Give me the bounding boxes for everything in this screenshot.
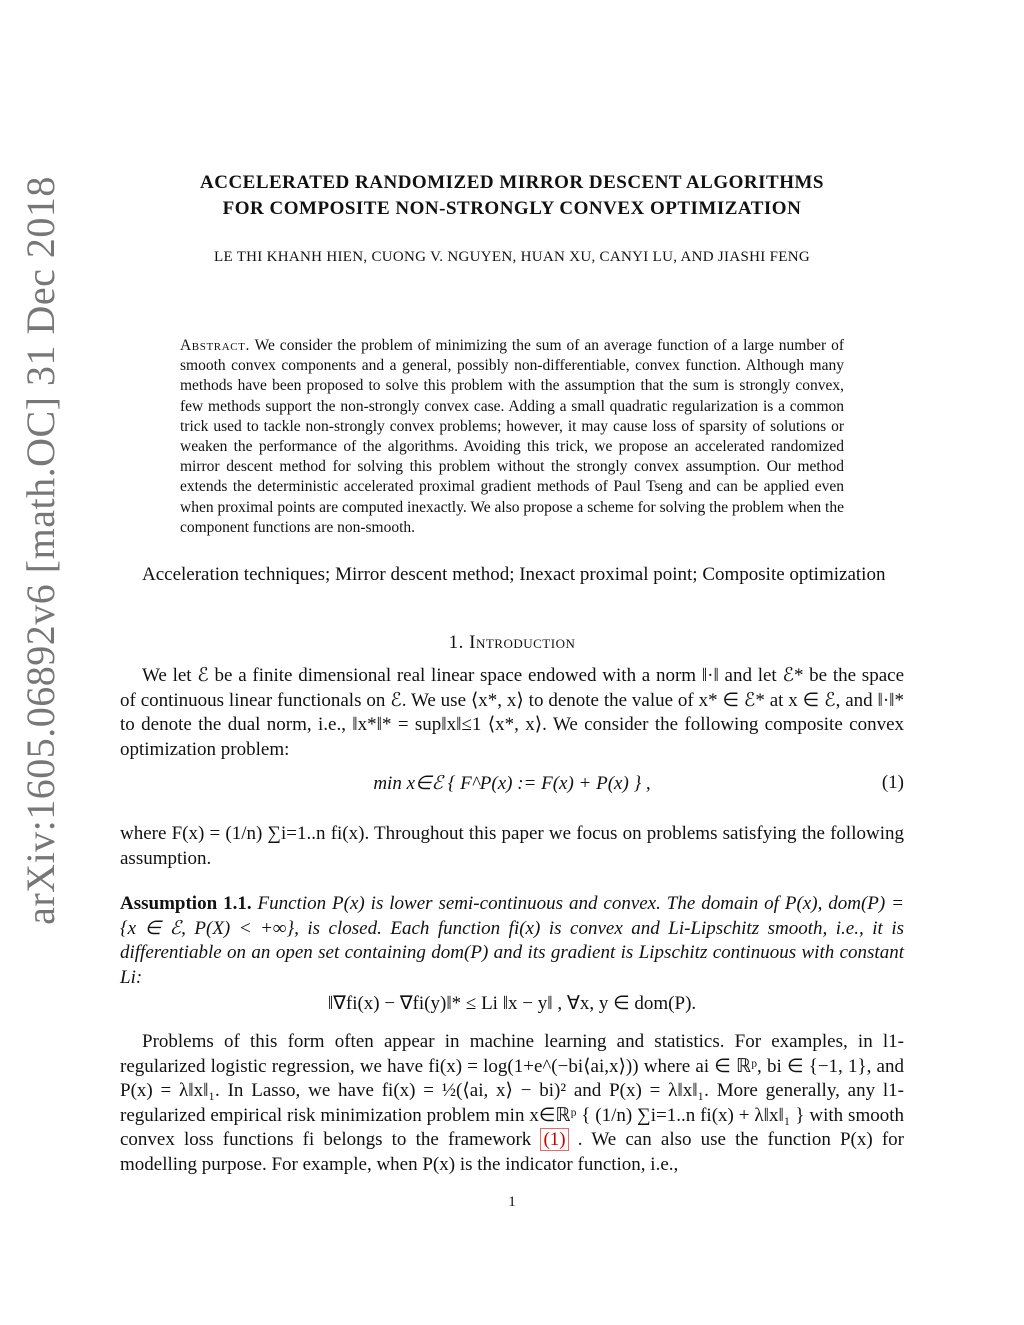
- title-line-2: FOR COMPOSITE NON-STRONGLY CONVEX OPTIMIZATION: [222, 198, 802, 219]
- author-list: LE THI KHANH HIEN, CUONG V. NGUYEN, HUAN XU, CANYI LU, AND JIASHI FENG: [214, 249, 810, 265]
- lipschitz-inequality: ‖∇fi(x) − ∇fi(y)‖* ≤ Li ‖x − y‖ , ∀x, y ∈ dom(P).: [327, 993, 697, 1014]
- section-heading: [120, 632, 904, 654]
- assumption-label: Assumption 1.1.: [120, 893, 252, 914]
- section-number: 1.: [448, 632, 464, 653]
- intro-paragraph-2: where F(x) = (1/n) ∑i=1..n fi(x). Throughout this paper we focus on problems satisfying the following assumption.: [120, 823, 904, 869]
- assumption-text: Function P(x) is lower semi-continuous and convex. The domain of P(x), dom(P) = {x ∈ ℰ, P(X) < +∞}, is closed. Each function fi(x) is convex and Li-Lipschitz smooth, i.e., it is differentiable on an open set containing dom(P) and its gradient is Lipschitz continuous with constant Li:: [120, 893, 904, 988]
- abstract-text: We consider the problem of minimizing the sum of an average function of a large number of smooth convex components and a general, possibly non-differentiable, convex function. Although many methods have been proposed to solve this problem with the assumption that the sum is strongly convex, few methods support the non-strongly convex case. Adding a small quadratic regularization is a common trick used to tackle non-strongly convex problems; however, it may cause loss of sparsity of solutions or weaken the performance of the algorithms. Avoiding this trick, we propose an accelerated randomized mirror descent method for solving this problem without the strongly convex assumption. Our method extends the deterministic accelerated proximal gradient methods of Paul Tseng and can be applied even when proximal points are computed inexactly. We also propose a scheme for solving the problem when the component functions are non-smooth.: [180, 337, 844, 536]
- paper-title: [120, 170, 904, 222]
- arxiv-id-text: arXiv:1605.06892v6 [math.OC] 31 Dec 2018: [17, 175, 63, 925]
- arxiv-identifier: [10, 120, 70, 980]
- equation-1: [120, 772, 904, 802]
- assumption-block: [120, 892, 904, 990]
- equation-1-body: min x∈ℰ { F^P(x) := F(x) + P(x) } ,: [373, 773, 651, 794]
- title-line-1: ACCELERATED RANDOMIZED MIRROR DESCENT ALGORITHMS: [200, 172, 824, 193]
- intro-paragraph-3: [120, 1030, 904, 1177]
- assumption-equation: [120, 992, 904, 1020]
- abstract-label: Abstract.: [180, 337, 250, 354]
- keywords: Acceleration techniques; Mirror descent method; Inexact proximal point; Composite optimization: [142, 564, 886, 585]
- intro-paragraph-1: We let ℰ be a finite dimensional real linear space endowed with a norm ‖·‖ and let ℰ* be the space of continuous linear functionals on ℰ. We use ⟨x*, x⟩ to denote the value of x* ∈ ℰ* at x ∈ ℰ, and ‖·‖* to denote the dual norm, i.e., ‖x*‖* = sup‖x‖≤1 ⟨x*, x⟩. We consider the following composite convex optimization problem:: [120, 665, 904, 760]
- section-title-text: Introduction: [469, 632, 576, 653]
- equation-1-number: (1): [881, 772, 904, 793]
- paragraph-3-text: Problems of this form often appear in machine learning and statistics. For examples, in l1-regularized logistic regression, we have fi(x) = log(1+e^(−bi⟨ai,x⟩)) where ai ∈ ℝᵖ, bi ∈ {−1, 1}, and P(x) = λ‖x‖₁. In Lasso, we have fi(x) = ½(⟨ai, x⟩ − bi)² and P(x) = λ‖x‖₁. More generally, any l1-regularized empirical risk minimization problem min x∈ℝᵖ { (1/n) ∑i=1..n fi(x) + λ‖x‖₁ } with smooth convex loss functions fi belongs to the framework: [120, 1031, 904, 1150]
- page-number: 1: [508, 1194, 516, 1210]
- paragraph-3-text-after: . We can also use the function P(x) for modelling purpose. For example, when P(x) is the indicator function, i.e.,: [120, 1129, 905, 1175]
- equation-reference-link[interactable]: (1): [540, 1128, 568, 1151]
- abstract: [180, 336, 844, 538]
